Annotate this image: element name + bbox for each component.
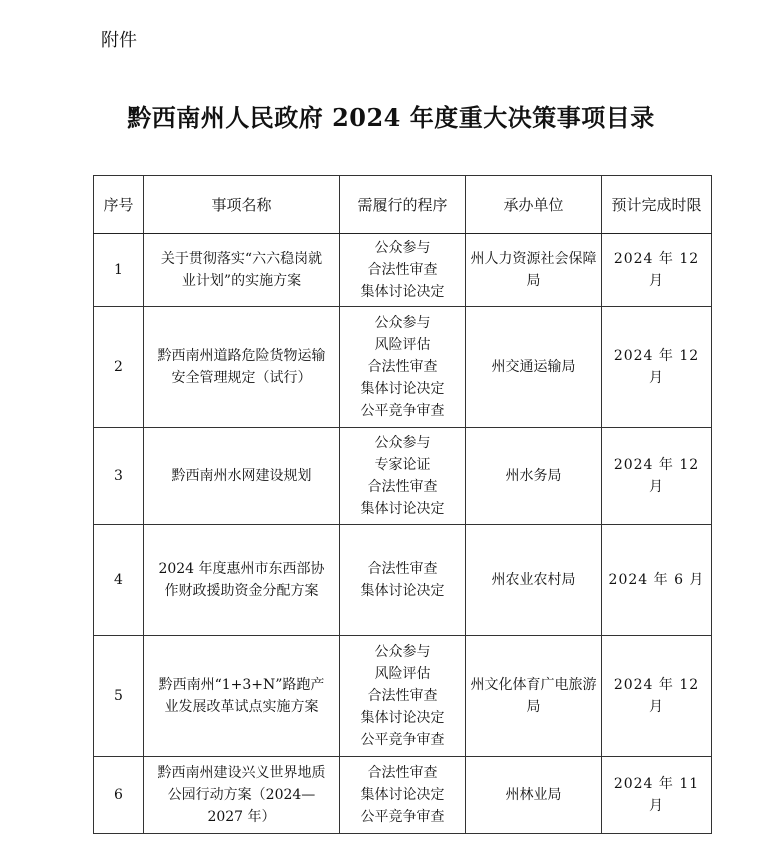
procedure-item: 公平竞争审查 bbox=[360, 732, 445, 748]
header-item-name: 事项名称 bbox=[144, 176, 340, 234]
procedure-item: 集体讨论决定 bbox=[360, 381, 445, 397]
deadline: 2024 年 12 月 bbox=[602, 428, 712, 525]
procedure-item: 公平竞争审查 bbox=[360, 403, 445, 419]
table-header-row bbox=[94, 176, 712, 234]
procedure-item: 集体讨论决定 bbox=[360, 501, 445, 517]
procedure-item: 合法性审查 bbox=[367, 359, 438, 375]
procedures-cell bbox=[340, 234, 466, 307]
procedure-item: 公众参与 bbox=[374, 315, 431, 331]
decision-items-table bbox=[93, 175, 712, 834]
procedure-item: 集体讨论决定 bbox=[360, 583, 445, 599]
item-name: 黔西南州道路危险货物运输安全管理规定（试行） bbox=[144, 307, 340, 428]
table-row bbox=[94, 428, 712, 525]
procedure-item: 公众参与 bbox=[374, 644, 431, 660]
deadline: 2024 年 12 月 bbox=[602, 636, 712, 757]
procedures-cell bbox=[340, 757, 466, 834]
responsible-unit: 州林业局 bbox=[466, 757, 602, 834]
responsible-unit: 州交通运输局 bbox=[466, 307, 602, 428]
procedure-item: 集体讨论决定 bbox=[360, 710, 445, 726]
procedure-item: 公众参与 bbox=[374, 240, 431, 256]
deadline: 2024 年 6 月 bbox=[602, 525, 712, 636]
header-procedures: 需履行的程序 bbox=[340, 176, 466, 234]
row-number: 2 bbox=[94, 307, 144, 428]
procedure-item: 公平竞争审查 bbox=[360, 809, 445, 825]
procedures-cell bbox=[340, 307, 466, 428]
header-serial-number: 序号 bbox=[94, 176, 144, 234]
responsible-unit: 州农业农村局 bbox=[466, 525, 602, 636]
responsible-unit: 州人力资源社会保障局 bbox=[466, 234, 602, 307]
procedures-cell bbox=[340, 636, 466, 757]
responsible-unit: 州文化体育广电旅游局 bbox=[466, 636, 602, 757]
attachment-label: 附件 bbox=[101, 30, 137, 51]
table-row bbox=[94, 525, 712, 636]
procedure-item: 集体讨论决定 bbox=[360, 284, 445, 300]
item-name: 黔西南州水网建设规划 bbox=[144, 428, 340, 525]
procedure-item: 合法性审查 bbox=[367, 688, 438, 704]
item-name: 关于贯彻落实“六六稳岗就业计划”的实施方案 bbox=[144, 234, 340, 307]
item-name: 黔西南州建设兴义世界地质公园行动方案（2024—2027 年） bbox=[144, 757, 340, 834]
procedures-cell bbox=[340, 525, 466, 636]
procedure-item: 合法性审查 bbox=[367, 561, 438, 577]
header-deadline: 预计完成时限 bbox=[602, 176, 712, 234]
deadline: 2024 年 11 月 bbox=[602, 757, 712, 834]
header-responsible-unit: 承办单位 bbox=[466, 176, 602, 234]
procedure-item: 合法性审查 bbox=[367, 479, 438, 495]
document-title: 黔西南州人民政府 2024 年度重大决策事项目录 bbox=[127, 103, 655, 132]
procedure-item: 风险评估 bbox=[374, 666, 431, 682]
table-row bbox=[94, 307, 712, 428]
table-row bbox=[94, 234, 712, 307]
procedure-item: 合法性审查 bbox=[367, 262, 438, 278]
deadline: 2024 年 12 月 bbox=[602, 234, 712, 307]
table-row bbox=[94, 636, 712, 757]
row-number: 3 bbox=[94, 428, 144, 525]
procedures-cell bbox=[340, 428, 466, 525]
procedure-item: 公众参与 bbox=[374, 435, 431, 451]
row-number: 6 bbox=[94, 757, 144, 834]
item-name: 黔西南州“1+3+N”路跑产业发展改革试点实施方案 bbox=[144, 636, 340, 757]
responsible-unit: 州水务局 bbox=[466, 428, 602, 525]
item-name: 2024 年度惠州市东西部协作财政援助资金分配方案 bbox=[144, 525, 340, 636]
procedure-item: 集体讨论决定 bbox=[360, 787, 445, 803]
row-number: 5 bbox=[94, 636, 144, 757]
procedure-item: 专家论证 bbox=[374, 457, 431, 473]
table-row bbox=[94, 757, 712, 834]
row-number: 4 bbox=[94, 525, 144, 636]
procedure-item: 风险评估 bbox=[374, 337, 431, 353]
deadline: 2024 年 12 月 bbox=[602, 307, 712, 428]
row-number: 1 bbox=[94, 234, 144, 307]
procedure-item: 合法性审查 bbox=[367, 765, 438, 781]
